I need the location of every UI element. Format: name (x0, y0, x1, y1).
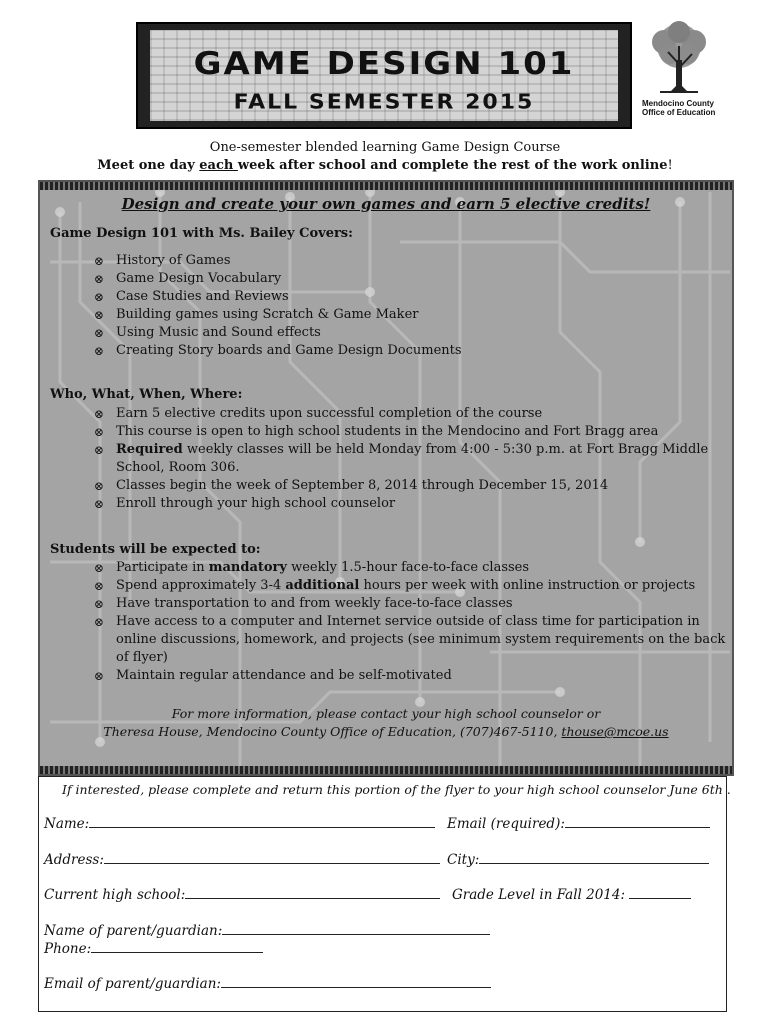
list-item: ⊗ Participate in mandatory weekly 1.5-hour face-to-face classes (94, 560, 530, 575)
bullet-circle-x-icon: ⊗ (94, 579, 105, 593)
grade-field[interactable] (452, 887, 691, 903)
bullet-circle-x-icon: ⊗ (94, 479, 105, 493)
contact-email-link[interactable]: thouse@mcoe.us (561, 724, 669, 739)
intro-meeting-note: Meet one day each week after school and complete the rest of the work online! (97, 158, 673, 173)
panel-top-border (40, 182, 732, 190)
parent-email-field[interactable] (44, 976, 491, 992)
wwww-heading: Who, What, When, Where: (50, 387, 243, 402)
parent-email-input-line[interactable] (221, 986, 491, 988)
list-item: ⊗ Creating Story boards and Game Design Documents (94, 343, 462, 358)
bullet-circle-x-icon: ⊗ (94, 425, 105, 439)
bullet-circle-x-icon: ⊗ (94, 497, 105, 511)
list-item: ⊗ Case Studies and Reviews (94, 289, 289, 304)
covers-list (94, 252, 462, 360)
list-item: ⊗ Have transportation to and from weekly face-to-face classes (94, 596, 513, 611)
name-input-line[interactable] (89, 826, 435, 828)
email-input-line[interactable] (565, 826, 710, 828)
intro-description: One-semester blended learning Game Design Course (209, 140, 561, 155)
address-input-line[interactable] (104, 862, 440, 864)
city-field[interactable] (447, 852, 709, 868)
tree-logo-icon (640, 20, 718, 98)
wwww-list (94, 405, 708, 513)
phone-label: Phone: (44, 941, 92, 957)
list-item: ⊗ This course is open to high school students in the Mendocino and Fort Bragg area (94, 424, 659, 439)
banner-subtitle: FALL SEMESTER 2015 (233, 91, 535, 114)
bullet-circle-x-icon: ⊗ (94, 597, 105, 611)
banner-title: GAME DESIGN 101 (193, 45, 575, 83)
phone-field[interactable] (44, 941, 263, 957)
form-instruction: If interested, please complete and return this portion of the flyer to your high school counselor June 6th . (62, 782, 731, 797)
panel-headline: Design and create your own games and earn 5 elective credits! (121, 195, 651, 213)
parent-name-label: Name of parent/guardian: (44, 923, 223, 939)
list-item: ⊗ Spend approximately 3-4 additional hours per week with online instruction or projects (94, 578, 696, 593)
address-label: Address: (44, 852, 104, 868)
grade-input-line[interactable] (629, 897, 691, 899)
list-item: ⊗ Have access to a computer and Internet service outside of class time for participation in online discussions, homework, and projects (see minimum system requirements on the back of flyer) (94, 614, 726, 665)
bullet-circle-x-icon: ⊗ (94, 443, 105, 457)
school-field[interactable] (44, 887, 440, 903)
bullet-circle-x-icon: ⊗ (94, 326, 105, 340)
email-label: Email (required): (447, 816, 565, 832)
parent-email-label: Email of parent/guardian: (44, 976, 221, 992)
list-item: ⊗ Maintain regular attendance and be self-motivated (94, 668, 452, 683)
email-field[interactable] (447, 816, 710, 832)
course-info-panel (38, 180, 734, 776)
bullet-circle-x-icon: ⊗ (94, 407, 105, 421)
list-item: ⊗ Enroll through your high school counselor (94, 496, 396, 511)
name-field[interactable] (44, 816, 435, 832)
logo-text: Mendocino County Office of Education (642, 99, 716, 117)
list-item: ⊗ Game Design Vocabulary (94, 271, 282, 286)
bullet-circle-x-icon: ⊗ (94, 669, 105, 683)
expectations-list (94, 559, 725, 685)
list-item: ⊗ Building games using Scratch & Game Maker (94, 307, 419, 322)
list-item: ⊗ Required weekly classes will be held Monday from 4:00 - 5:30 p.m. at Fort Bragg Middle School, Room 306. (94, 442, 709, 475)
parent-name-input-line[interactable] (222, 933, 490, 935)
contact-line-1: For more information, please contact your high school counselor or (171, 706, 601, 721)
bullet-circle-x-icon: ⊗ (94, 272, 105, 286)
school-input-line[interactable] (185, 897, 440, 899)
panel-bottom-border (40, 766, 732, 774)
name-label: Name: (44, 816, 90, 832)
list-item: ⊗ History of Games (94, 253, 231, 268)
city-label: City: (447, 852, 480, 868)
address-field[interactable] (44, 852, 440, 868)
city-input-line[interactable] (479, 862, 709, 864)
school-label: Current high school: (44, 887, 186, 903)
bullet-circle-x-icon: ⊗ (94, 308, 105, 322)
parent-name-field[interactable] (44, 923, 490, 939)
list-item: ⊗ Using Music and Sound effects (94, 325, 321, 340)
bullet-circle-x-icon: ⊗ (94, 615, 105, 629)
list-item: ⊗ Earn 5 elective credits upon successful completion of the course (94, 406, 543, 421)
expectations-heading: Students will be expected to: (50, 542, 261, 557)
grade-label: Grade Level in Fall 2014: (452, 887, 626, 903)
bullet-circle-x-icon: ⊗ (94, 290, 105, 304)
title-banner (136, 22, 632, 129)
bullet-circle-x-icon: ⊗ (94, 254, 105, 268)
list-item: ⊗ Classes begin the week of September 8, 2014 through December 15, 2014 (94, 478, 609, 493)
phone-input-line[interactable] (91, 951, 263, 953)
contact-line-2: Theresa House, Mendocino County Office of Education, (707)467-5110, thouse@mcoe.us (103, 724, 669, 739)
bullet-circle-x-icon: ⊗ (94, 344, 105, 358)
covers-heading: Game Design 101 with Ms. Bailey Covers: (50, 226, 353, 241)
bullet-circle-x-icon: ⊗ (94, 561, 105, 575)
